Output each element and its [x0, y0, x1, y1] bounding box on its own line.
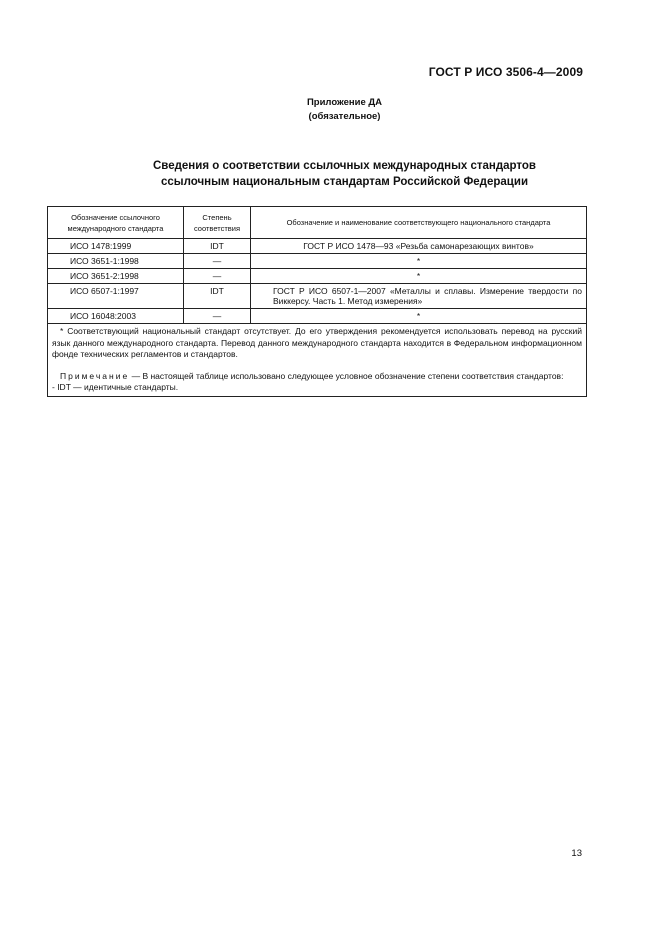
cell-degree: —: [184, 254, 251, 269]
cell-intl: ИСО 6507-1:1997: [48, 284, 184, 309]
table-row: [48, 284, 587, 309]
section-title-line1: Сведения о соответствии ссылочных международных стандартов: [152, 160, 536, 172]
footnote: * Соответствующий национальный стандарт отсутствует. До его утверждения рекомендуется использовать перевод на русский язык данного международного стандарта. Перевод данного международного стандарта находится в Федеральном информационном фонде технических регламентов и стандартов.: [52, 326, 582, 359]
table-notes-row: [48, 324, 587, 397]
note-item: - IDT — идентичные стандарты.: [52, 382, 179, 392]
page-number: 13: [571, 848, 582, 859]
annex-heading: [0, 96, 661, 124]
header-intl-line1: Обозначение ссылочного: [71, 212, 160, 222]
header-intl-line2: международного стандарта: [67, 223, 164, 233]
header-intl-standard: [48, 207, 184, 239]
header-national-standard: Обозначение и наименование соответствующего национального стандарта: [251, 207, 587, 239]
annex-status: (обязательное): [308, 111, 381, 122]
cell-national: *: [251, 309, 587, 324]
cell-degree: IDT: [184, 239, 251, 254]
cell-intl: ИСО 16048:2003: [48, 309, 184, 324]
cell-national: ГОСТ Р ИСО 6507-1—2007 «Металлы и сплавы. Измерение твердости по Виккерсу. Часть 1. Метод измерения»: [251, 284, 587, 309]
section-title: [0, 158, 661, 190]
header-degree: [184, 207, 251, 239]
annex-title: Приложение ДА: [306, 97, 383, 108]
cell-intl: ИСО 3651-1:1998: [48, 254, 184, 269]
reference-table: [47, 206, 587, 397]
note-text: — В настоящей таблице использовано следующее условное обозначение степени соответствия стандартов:: [131, 370, 564, 381]
cell-degree: IDT: [184, 284, 251, 309]
header-degree-line1: Степень: [202, 212, 232, 222]
cell-national: ГОСТ Р ИСО 1478—93 «Резьба самонарезающих винтов»: [251, 239, 587, 254]
table-row: [48, 239, 587, 254]
note-label: Примечание: [60, 370, 130, 381]
cell-intl: ИСО 1478:1999: [48, 239, 184, 254]
document-code: ГОСТ Р ИСО 3506-4—2009: [428, 65, 583, 79]
table-row: [48, 269, 587, 284]
table-row: [48, 309, 587, 324]
note: [52, 371, 582, 383]
table-row: [48, 254, 587, 269]
table-header-row: [48, 207, 587, 239]
cell-intl: ИСО 3651-2:1998: [48, 269, 184, 284]
cell-national: *: [251, 254, 587, 269]
table-notes: [48, 324, 587, 397]
cell-degree: —: [184, 269, 251, 284]
section-title-line2: ссылочным национальным стандартам Российской Федерации: [160, 176, 529, 188]
header-degree-line2: соответствия: [193, 223, 241, 233]
cell-national: *: [251, 269, 587, 284]
cell-degree: —: [184, 309, 251, 324]
